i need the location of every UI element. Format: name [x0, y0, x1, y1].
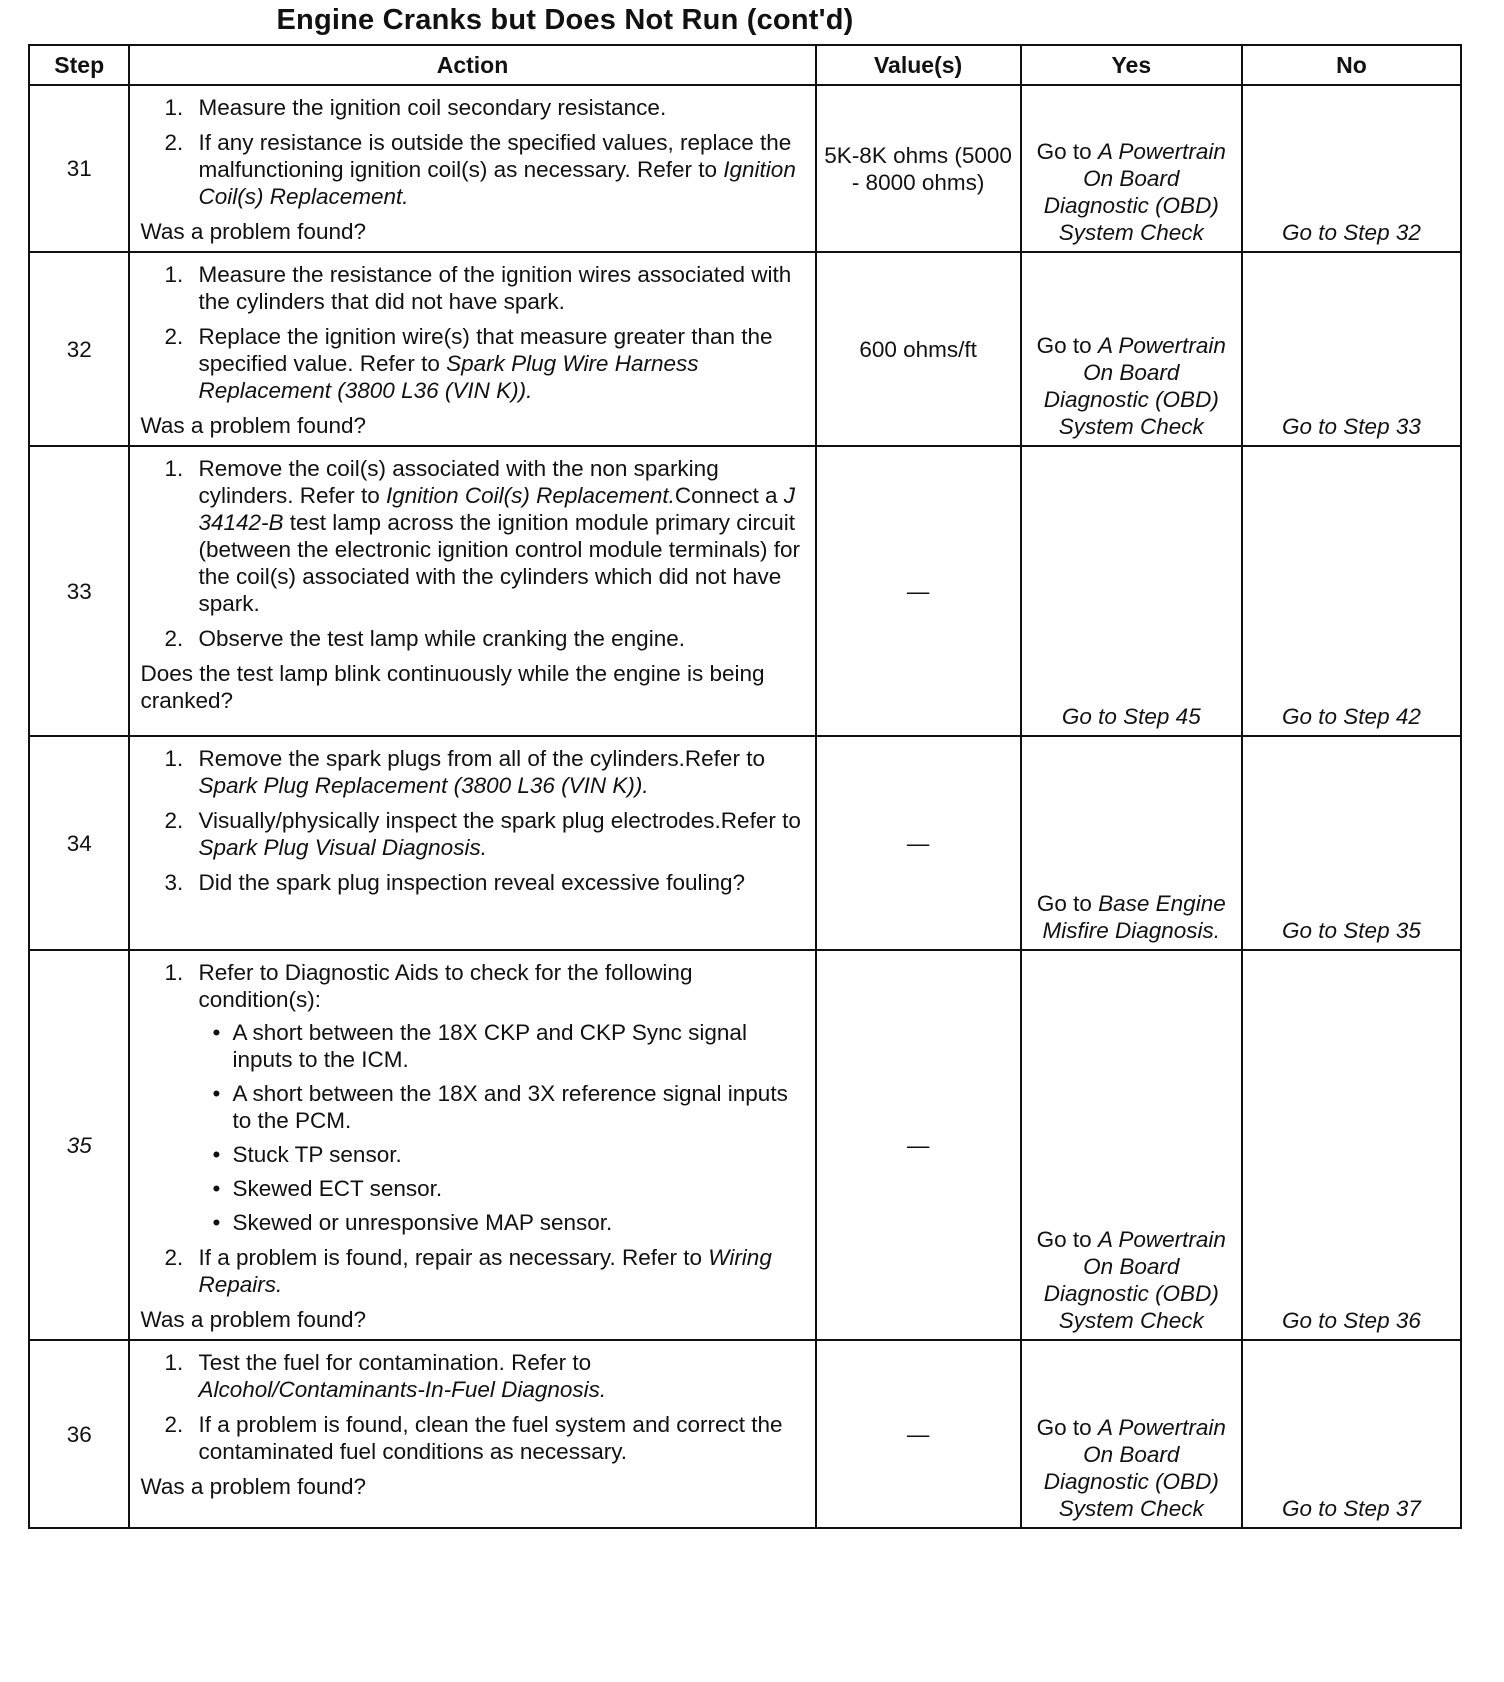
action-item: 2. If a problem is found, repair as necessary. Refer to Wiring Repairs.: [164, 1245, 772, 1297]
header-yes: Yes: [1021, 45, 1242, 85]
table-row: [29, 736, 1461, 950]
list-item: • Skewed ECT sensor.: [198, 1175, 806, 1202]
no-cell: Go to Step 33: [1242, 252, 1461, 446]
reference-link: Alcohol/Contaminants-In-Fuel Diagnosis.: [198, 1377, 607, 1402]
list-item: • A short between the 18X and 3X reference signal inputs to the PCM.: [198, 1080, 806, 1134]
value-cell: 5K-8K ohms (5000 - 8000 ohms): [816, 85, 1021, 252]
step-number: 35: [29, 950, 129, 1340]
action-item: 1. Measure the resistance of the ignition wires associated with the cylinders that did not have spark.: [164, 262, 792, 314]
action-item: 3. Did the spark plug inspection reveal excessive fouling?: [164, 870, 746, 895]
action-item: 1. Remove the coil(s) associated with the non sparking cylinders. Refer to Ignition Coil(s) Replacement.Connect a J 34142-B test lamp across the ignition module primary circuit (between the electronic ignition control module terminals) for the coil(s) associated with the cylinders which did not have spark.: [164, 456, 800, 616]
yes-reference: A Powertrain On Board Diagnostic (OBD) System Check: [1043, 1415, 1226, 1521]
tool-reference: J 34142-B: [198, 483, 795, 535]
action-cell: [129, 252, 815, 446]
no-cell: Go to Step 42: [1242, 446, 1461, 736]
header-action: Action: [129, 45, 815, 85]
action-cell: [129, 950, 815, 1340]
list-item: • Skewed or unresponsive MAP sensor.: [198, 1209, 806, 1236]
list-item: • A short between the 18X CKP and CKP Sync signal inputs to the ICM.: [198, 1019, 806, 1073]
action-item: 2. Visually/physically inspect the spark plug electrodes.Refer to Spark Plug Visual Diagnosis.: [164, 808, 801, 860]
question: Was a problem found?: [140, 1307, 366, 1332]
question: Was a problem found?: [140, 1474, 366, 1499]
table-row: [29, 446, 1461, 736]
header-no: No: [1242, 45, 1461, 85]
header-step: Step: [29, 45, 129, 85]
yes-reference: A Powertrain On Board Diagnostic (OBD) System Check: [1043, 1227, 1226, 1333]
question: Was a problem found?: [140, 219, 366, 244]
yes-cell: Go to A Powertrain On Board Diagnostic (OBD) System Check: [1021, 1340, 1242, 1528]
reference-link: Ignition Coil(s) Replacement.: [198, 157, 796, 209]
reference-link: Spark Plug Wire Harness Replacement (3800 L36 (VIN K)).: [198, 351, 699, 403]
step-number: 32: [29, 252, 129, 446]
action-cell: [129, 446, 815, 736]
reference-link: Spark Plug Replacement (3800 L36 (VIN K)).: [198, 773, 649, 798]
action-cell: [129, 1340, 815, 1528]
value-cell: 600 ohms/ft: [816, 252, 1021, 446]
condition-list: [198, 1019, 806, 1236]
yes-reference: A Powertrain On Board Diagnostic (OBD) System Check: [1043, 139, 1226, 245]
no-cell: Go to Step 35: [1242, 736, 1461, 950]
action-item: 1. Test the fuel for contamination. Refer to Alcohol/Contaminants-In-Fuel Diagnosis.: [164, 1350, 607, 1402]
action-item: 1. Refer to Diagnostic Aids to check for the following condition(s): • A short between the 18X CKP and CKP Sync signal inputs to the ICM. • A short between the 18X and 3X reference signal inputs to the PCM. • Stuck TP sensor. • Skewed ECT sensor. • Skewed or unresponsive MAP sensor.: [140, 959, 806, 1236]
value-cell: —: [816, 950, 1021, 1340]
yes-reference: A Powertrain On Board Diagnostic (OBD) System Check: [1043, 333, 1226, 439]
action-item: 2. If a problem is found, clean the fuel system and correct the contaminated fuel conditions as necessary.: [164, 1412, 783, 1464]
no-cell: Go to Step 37: [1242, 1340, 1461, 1528]
diagnostic-table: [28, 44, 1462, 1529]
table-row: [29, 252, 1461, 446]
step-number: 34: [29, 736, 129, 950]
step-number: 36: [29, 1340, 129, 1528]
action-item: 1. Remove the spark plugs from all of the cylinders.Refer to Spark Plug Replacement (3800 L36 (VIN K)).: [164, 746, 765, 798]
action-item: 2. Observe the test lamp while cranking the engine.: [164, 626, 685, 651]
header-values: Value(s): [816, 45, 1021, 85]
table-row: [29, 85, 1461, 252]
reference-link: Ignition Coil(s) Replacement.: [386, 483, 675, 508]
no-cell: Go to Step 32: [1242, 85, 1461, 252]
reference-link: Spark Plug Visual Diagnosis.: [198, 835, 487, 860]
action-item: 2. Replace the ignition wire(s) that measure greater than the specified value. Refer to Spark Plug Wire Harness Replacement (3800 L36 (VIN K)).: [164, 324, 773, 403]
step-number: 31: [29, 85, 129, 252]
table-row: [29, 950, 1461, 1340]
yes-cell: Go to Step 45: [1021, 446, 1242, 736]
yes-cell: Go to Base Engine Misfire Diagnosis.: [1021, 736, 1242, 950]
no-cell: Go to Step 36: [1242, 950, 1461, 1340]
action-cell: [129, 85, 815, 252]
yes-cell: Go to A Powertrain On Board Diagnostic (OBD) System Check: [1021, 950, 1242, 1340]
reference-link: Wiring Repairs.: [198, 1245, 772, 1297]
yes-reference: Base Engine Misfire Diagnosis.: [1042, 891, 1226, 943]
yes-cell: Go to A Powertrain On Board Diagnostic (OBD) System Check: [1021, 252, 1242, 446]
action-item: 2. If any resistance is outside the specified values, replace the malfunctioning ignition coil(s) as necessary. Refer to Ignition Coil(s) Replacement.: [164, 130, 796, 209]
table-row: [29, 1340, 1461, 1528]
question: Does the test lamp blink continuously while the engine is being cranked?: [140, 661, 765, 713]
step-number: 33: [29, 446, 129, 736]
list-item: • Stuck TP sensor.: [198, 1141, 806, 1168]
value-cell: —: [816, 736, 1021, 950]
yes-cell: Go to A Powertrain On Board Diagnostic (OBD) System Check: [1021, 85, 1242, 252]
header-row: [29, 45, 1461, 85]
value-cell: —: [816, 1340, 1021, 1528]
action-cell: [129, 736, 815, 950]
action-item: 1. Measure the ignition coil secondary resistance.: [164, 95, 667, 120]
question: Was a problem found?: [140, 413, 366, 438]
value-cell: —: [816, 446, 1021, 736]
page-title: Engine Cranks but Does Not Run (cont'd): [276, 4, 854, 36]
